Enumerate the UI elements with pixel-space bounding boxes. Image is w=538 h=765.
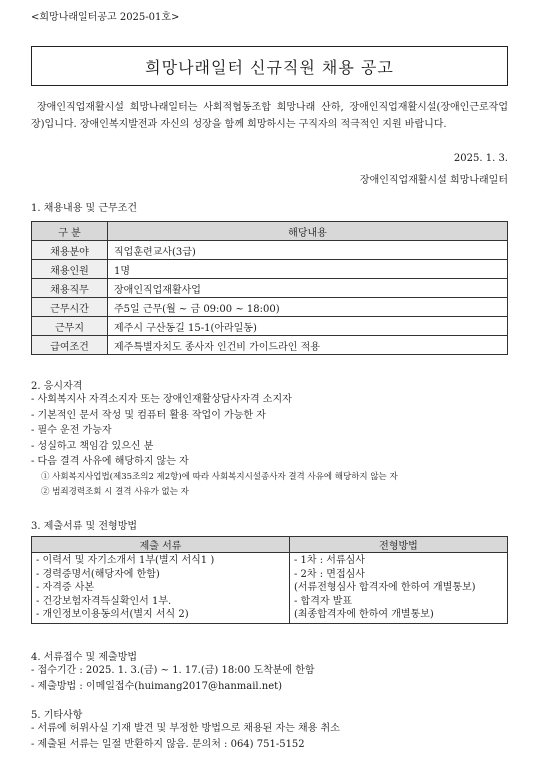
intro-paragraph: 장애인직업재활시설 희망나래일터는 사회적협동조합 희망나래 산하, 장애인직업재활시설(장애인근로작업장)입니다. 장애인복지발전과 자신의 성장을 함께 희망하시는 구직자의 적극적인 지원 바랍니다. xyxy=(31,102,508,130)
row-value: 1명 xyxy=(108,260,508,279)
list-item: - 개인정보이용동의서(별지 서식 2) xyxy=(36,609,189,621)
list-item: - 자격증 사본 xyxy=(36,582,95,594)
table-row xyxy=(32,260,508,279)
header-method: 전형방법 xyxy=(290,537,508,553)
table-row xyxy=(32,279,508,298)
list-item: - 제출방법 : 이메일접수(huimang2017@hanmail.net) xyxy=(31,680,283,692)
list-item: - 2차 : 면접심사 xyxy=(294,568,365,580)
conditions-table xyxy=(31,221,508,355)
section-3-title: 3. 제출서류 및 전형방법 xyxy=(31,521,138,532)
method-cell xyxy=(290,553,508,624)
qualification-list xyxy=(31,392,398,501)
misc-list xyxy=(31,721,340,752)
list-item: - 접수기간 : 2025. 1. 3.(금) ~ 1. 17.(금) 18:00 도착분에 한함 xyxy=(31,665,315,676)
list-item: - 다음 결격 사유에 해당하지 않는 자 xyxy=(31,456,189,467)
row-value: 주5일 근무(월 ~ 금 09:00 ~ 18:00) xyxy=(108,298,508,317)
notice-title: 희망나래일터 신규직원 채용 공고 xyxy=(145,57,394,77)
table-row xyxy=(32,317,508,336)
sub-list-item: ② 범죄경력조회 시 결격 사유가 없는 자 xyxy=(41,487,189,497)
list-item: - 건강보험자격득실확인서 1부. xyxy=(36,595,172,607)
row-key: 채용인원 xyxy=(32,260,108,279)
list-item: - 제출된 서류는 일절 반환하지 않음. 문의처 : 064) 751-5152 xyxy=(31,738,305,750)
list-item: - 1차 : 서류심사 xyxy=(294,555,365,566)
list-item: - 합격자 발표 xyxy=(294,595,353,607)
list-item: (최종합격자에 한하여 개별통보) xyxy=(294,609,434,621)
row-value: 제주특별자치도 종사자 인건비 가이드라인 적용 xyxy=(108,336,508,355)
header-category: 구 분 xyxy=(32,222,108,241)
notice-number: <희망나래일터공고 2025-01호> xyxy=(31,12,180,23)
table-row xyxy=(32,553,508,624)
row-value: 장애인직업재활사업 xyxy=(108,279,508,298)
list-item: - 경력증명서(해당자에 한함) xyxy=(36,568,160,580)
header-content: 해당내용 xyxy=(108,222,508,241)
list-item: - 기본적인 문서 작성 및 컴퓨터 활용 작업이 가능한 자 xyxy=(31,409,266,421)
documents-cell xyxy=(32,553,290,624)
documents-table xyxy=(31,536,508,624)
table-header-row xyxy=(32,537,508,553)
table-row xyxy=(32,336,508,355)
table-row xyxy=(32,298,508,317)
list-item: - 사회복지사 자격소지자 또는 장애인재활상담사자격 소지자 xyxy=(31,394,292,405)
row-key: 근무시간 xyxy=(32,298,108,317)
row-value: 제주시 구산동길 15-1(아라일동) xyxy=(108,317,508,336)
submission-list xyxy=(31,663,315,694)
list-item: - 성실하고 책임감 있으신 분 xyxy=(31,440,154,452)
section-5-title: 5. 기타사항 xyxy=(31,710,83,721)
row-value: 직업훈련교사(3급) xyxy=(108,241,508,260)
list-item: - 이력서 및 자기소개서 1부(별지 서식1 ) xyxy=(36,555,215,566)
section-1-title: 1. 채용내용 및 근무조건 xyxy=(31,203,138,214)
sub-list-item: ① 사회복지사업법(제35조의2 제2항)에 따라 사회복지시설종사자 결격 사유에 해당하지 않는 자 xyxy=(41,471,398,482)
list-item: (서류전형심사 합격자에 한하여 개별통보) xyxy=(294,582,476,594)
table-header-row xyxy=(32,222,508,241)
title-box xyxy=(31,46,508,86)
section-4-title: 4. 서류접수 및 제출방법 xyxy=(31,652,138,663)
table-row xyxy=(32,241,508,260)
header-documents: 제출 서류 xyxy=(32,537,290,553)
notice-date: 2025. 1. 3. xyxy=(453,153,508,164)
organization-name: 장애인직업재활시설 희망나래일터 xyxy=(359,175,508,186)
list-item: - 서류에 허위사실 기재 발견 및 부정한 방법으로 채용된 자는 채용 취소 xyxy=(31,723,340,734)
row-key: 채용분야 xyxy=(32,241,108,260)
row-key: 근무지 xyxy=(32,317,108,336)
list-item: - 필수 운전 가능자 xyxy=(31,425,112,436)
section-2-title: 2. 응시자격 xyxy=(31,381,83,392)
row-key: 급여조건 xyxy=(32,336,108,355)
row-key: 채용직무 xyxy=(32,279,108,298)
